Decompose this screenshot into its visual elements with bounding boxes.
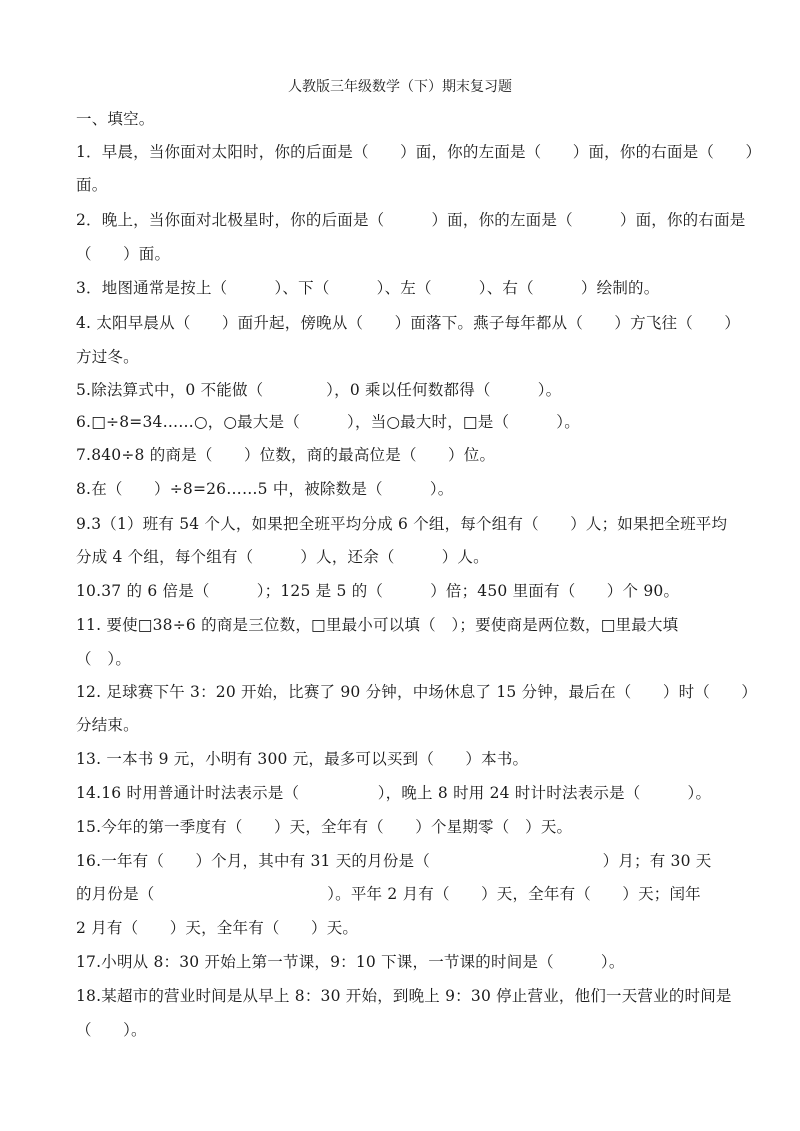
question-line: 13. 一本书 9 元，小明有 300 元，最多可以买到（ ）本书。 — [76, 750, 529, 768]
question-line: 2．晚上，当你面对北极星时，你的后面是（ ）面，你的左面是（ ）面，你的右面是 — [76, 211, 746, 229]
question-line: 8.在（ ）÷8=26……5 中，被除数是（ ）。 — [76, 480, 454, 498]
question-line: 6.□÷8=34……○，○最大是（ ），当○最大时，□是（ ）。 — [76, 413, 580, 431]
question-line: 10.37 的 6 倍是（ ）；125 是 5 的（ ）倍；450 里面有（ ）个 90。 — [76, 582, 680, 600]
question-line: 分结束。 — [76, 716, 139, 734]
question-line: 的月份是（ ）。平年 2 月有（ ）天，全年有（ ）天；闰年 — [76, 885, 701, 903]
question-line: 2 月有（ ）天，全年有（ ）天。 — [76, 919, 359, 937]
question-line: 15.今年的第一季度有（ ）天，全年有（ ）个星期零（ ）天。 — [76, 818, 573, 836]
page-title: 人教版三年级数学（下）期末复习题 — [288, 79, 512, 95]
section-heading: 一、填空。 — [76, 110, 155, 128]
question-line: 16.一年有（ ）个月，其中有 31 天的月份是（ ）月；有 30 天 — [76, 852, 712, 870]
question-line: 方过冬。 — [76, 348, 139, 366]
question-line: 9.3（1）班有 54 个人，如果把全班平均分成 6 个组，每个组有（ ）人；如果把全班平均 — [76, 515, 728, 533]
question-line: 面。 — [76, 176, 108, 194]
question-line: 17.小明从 8：30 开始上第一节课，9：10 下课，一节课的时间是（ ）。 — [76, 953, 625, 971]
question-line: 7.840÷8 的商是（ ）位数，商的最高位是（ ）位。 — [76, 446, 496, 464]
question-line: 14.16 时用普通计时法表示是（ ），晚上 8 时用 24 时计时法表示是（ ）。 — [76, 784, 712, 802]
question-line: （ ）。 — [76, 650, 132, 668]
question-line: 5.除法算式中，0 不能做（ ），0 乘以任何数都得（ ）。 — [76, 381, 562, 399]
question-line: 12. 足球赛下午 3：20 开始，比赛了 90 分钟，中场休息了 15 分钟，最后在（ ）时（ ） — [76, 683, 758, 701]
question-line: （ ）。 — [76, 1021, 147, 1039]
question-line: 11. 要使□38÷6 的商是三位数，□里最小可以填（ ）；要使商是两位数，□里最大填 — [76, 616, 679, 634]
question-line: 4. 太阳早晨从（ ）面升起，傍晚从（ ）面落下。燕子每年都从（ ）方飞往（ ） — [76, 314, 741, 332]
question-line: 18.某超市的营业时间是从早上 8：30 开始，到晚上 9：30 停止营业，他们一天营业的时间是 — [76, 987, 732, 1005]
question-line: 1．早晨，当你面对太阳时，你的后面是（ ）面，你的左面是（ ）面，你的右面是（ ） — [76, 143, 762, 161]
question-line: 分成 4 个组，每个组有（ ）人，还余（ ）人。 — [76, 548, 489, 566]
question-line: （ ）面。 — [76, 245, 171, 263]
question-line: 3．地图通常是按上（ ）、下（ ）、左（ ）、右（ ）绘制的。 — [76, 279, 660, 297]
